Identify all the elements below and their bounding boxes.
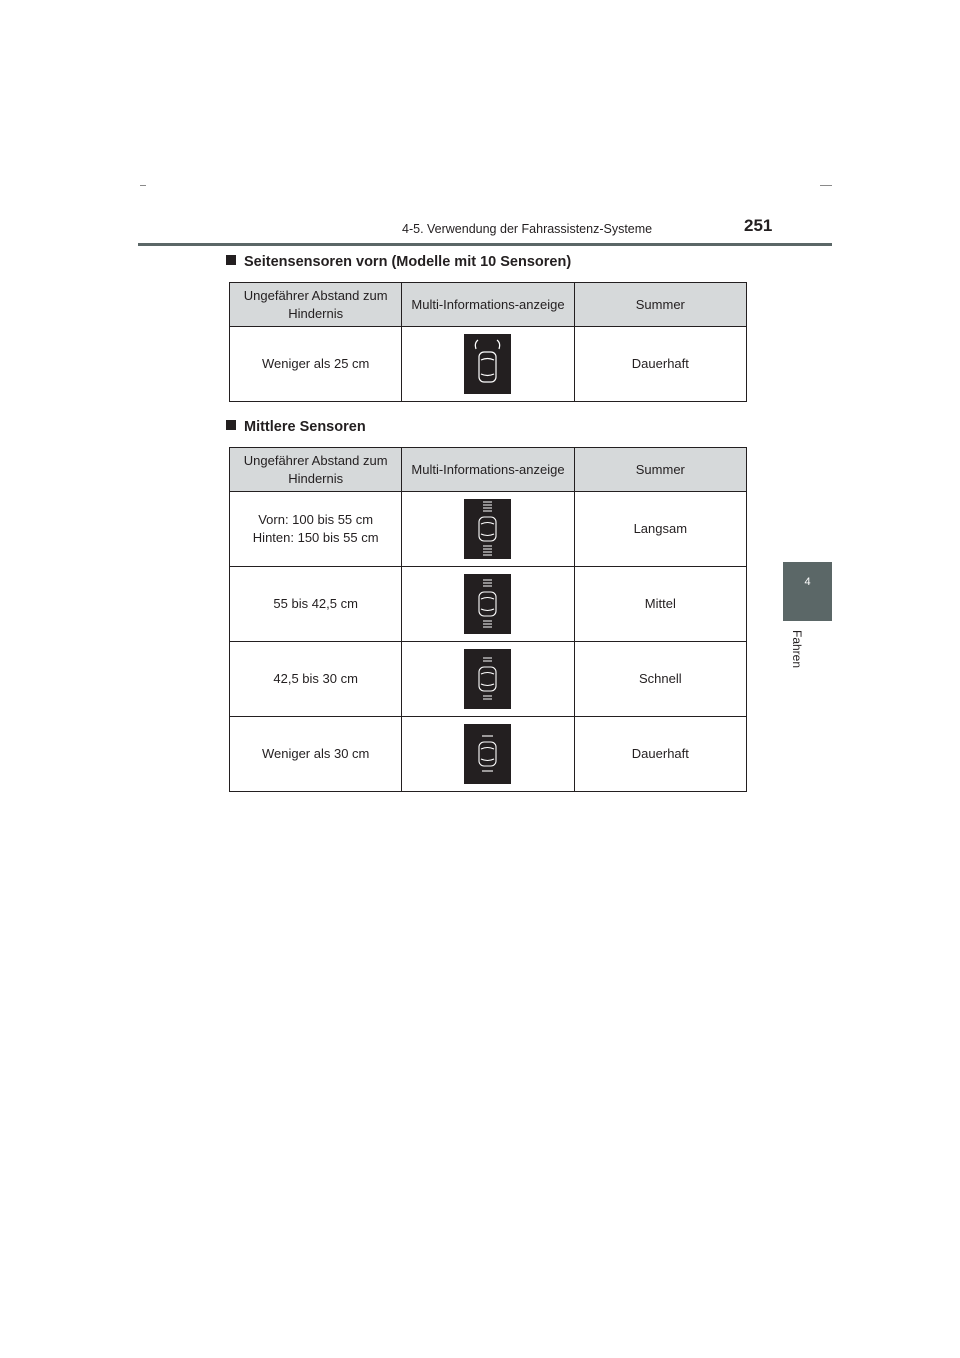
table-header-row (230, 448, 747, 492)
buzzer-cell: Dauerhaft (574, 327, 746, 402)
car-center-sensor-level-3-icon (464, 574, 511, 634)
buzzer-cell: Schnell (574, 642, 746, 717)
display-cell (402, 642, 574, 717)
section2-table (229, 447, 747, 792)
chapter-number: 4 (804, 576, 811, 588)
distance-line-rear: Hinten: 150 bis 55 cm (252, 530, 379, 545)
section2-heading (226, 419, 366, 435)
car-center-sensor-level-2-icon (464, 649, 511, 709)
display-cell (402, 717, 574, 792)
display-cell (402, 327, 574, 402)
display-cell (402, 492, 574, 567)
chapter-label: Fahren (790, 630, 804, 669)
crop-mark-right (820, 185, 832, 186)
distance-cell: 42,5 bis 30 cm (230, 642, 402, 717)
page-number: 251 (744, 216, 773, 235)
car-side-front-sensor-icon (464, 334, 511, 394)
column-header-distance: Ungefährer Abstand zum Hindernis (230, 283, 402, 327)
table-row (230, 492, 747, 567)
table-row (230, 717, 747, 792)
section-header: 4-5. Verwendung der Fahrassistenz-Systeme (402, 222, 653, 236)
distance-cell: 55 bis 42,5 cm (230, 567, 402, 642)
section1-heading (226, 254, 571, 270)
table-header-row (230, 283, 747, 327)
buzzer-cell: Langsam (574, 492, 746, 567)
column-header-display: Multi-Informations-anzeige (402, 448, 574, 492)
header-rule (138, 243, 832, 246)
column-header-distance: Ungefährer Abstand zum Hindernis (230, 448, 402, 492)
column-header-buzzer: Summer (574, 283, 746, 327)
crop-mark-left (140, 185, 146, 186)
table-row (230, 567, 747, 642)
buzzer-cell: Mittel (574, 567, 746, 642)
column-header-display: Multi-Informations-anzeige (402, 283, 574, 327)
buzzer-cell: Dauerhaft (574, 717, 746, 792)
section2-heading-text: Mittlere Sensoren (244, 419, 366, 435)
column-header-buzzer: Summer (574, 448, 746, 492)
car-center-sensor-level-1-icon (464, 724, 511, 784)
table-row (230, 642, 747, 717)
section1-heading-text: Seitensensoren vorn (Modelle mit 10 Sensoren) (244, 254, 572, 270)
display-cell (402, 567, 574, 642)
section1-table (229, 282, 747, 402)
distance-cell: Weniger als 30 cm (230, 717, 402, 792)
distance-line-front: Vorn: 100 bis 55 cm (258, 512, 374, 527)
distance-cell: Weniger als 25 cm (230, 327, 402, 402)
car-center-sensor-level-4-icon (464, 499, 511, 559)
square-bullet-icon (226, 420, 236, 430)
distance-cell (230, 492, 402, 567)
chapter-tab (783, 562, 832, 621)
table-row (230, 327, 747, 402)
square-bullet-icon (226, 255, 236, 265)
